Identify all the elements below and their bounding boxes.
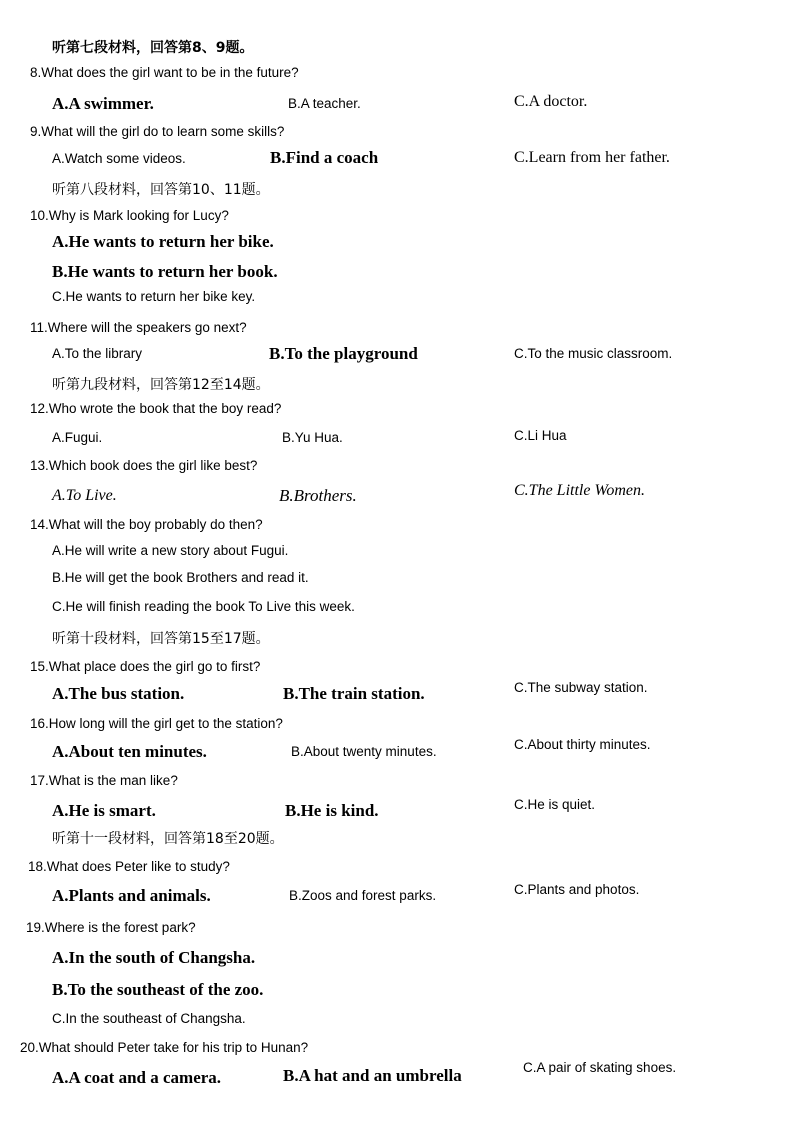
question-15-option-c: C.The subway station.	[514, 680, 648, 695]
question-11: 11.Where will the speakers go next?	[30, 320, 247, 335]
question-11-option-b: B.To the playground	[269, 344, 418, 363]
question-14-option-c: C.He will finish reading the book To Live this week.	[52, 599, 355, 614]
question-12: 12.Who wrote the book that the boy read?	[30, 401, 282, 416]
question-19-option-a: A.In the south of Changsha.	[52, 948, 256, 967]
question-15-option-b: B.The train station.	[283, 684, 425, 703]
question-12-option-a: A.Fugui.	[52, 430, 103, 445]
question-13-option-a: A.To Live.	[52, 487, 117, 504]
question-13-option-c: C.The Little Women.	[514, 482, 645, 499]
question-8-option-b: B.A teacher.	[288, 96, 361, 111]
question-10-option-b: B.He wants to return her book.	[52, 262, 278, 281]
question-16-option-a: A.About ten minutes.	[52, 742, 207, 761]
question-9-option-a: A.Watch some videos.	[52, 151, 186, 166]
question-19-option-b: B.To the southeast of the zoo.	[52, 980, 264, 999]
question-17-option-b: B.He is kind.	[285, 801, 379, 820]
question-19-option-c: C.In the southeast of Changsha.	[52, 1011, 246, 1026]
section-heading-7: 听第七段材料，回答第8、9题。	[52, 40, 254, 56]
question-12-option-c: C.Li Hua	[514, 428, 567, 443]
question-14: 14.What will the boy probably do then?	[30, 517, 263, 532]
question-16-option-b: B.About twenty minutes.	[291, 744, 437, 759]
question-20-option-c: C.A pair of skating shoes.	[523, 1060, 677, 1075]
section-heading-9: 听第九段材料，回答第12至14题。	[52, 377, 270, 393]
question-13: 13.Which book does the girl like best?	[30, 458, 258, 473]
question-19: 19.Where is the forest park?	[26, 920, 196, 935]
question-16-option-c: C.About thirty minutes.	[514, 737, 651, 752]
question-18-option-c: C.Plants and photos.	[514, 882, 640, 897]
question-14-option-b: B.He will get the book Brothers and read it.	[52, 570, 309, 585]
question-10-option-a: A.He wants to return her bike.	[52, 232, 274, 251]
question-20: 20.What should Peter take for his trip to Hunan?	[20, 1040, 309, 1055]
question-8-option-a: A.A swimmer.	[52, 94, 154, 113]
question-18-option-a: A.Plants and animals.	[52, 886, 211, 905]
question-20-option-a: A.A coat and a camera.	[52, 1068, 222, 1087]
question-15-option-a: A.The bus station.	[52, 684, 185, 703]
question-11-option-a: A.To the library	[52, 346, 143, 361]
question-11-option-c: C.To the music classroom.	[514, 346, 673, 361]
question-15: 15.What place does the girl go to first?	[30, 659, 261, 674]
question-10: 10.Why is Mark looking for Lucy?	[30, 208, 229, 223]
question-8-option-c: C.A doctor.	[514, 93, 588, 110]
question-8: 8.What does the girl want to be in the future?	[30, 65, 299, 80]
question-13-option-b: B.Brothers.	[279, 486, 357, 505]
question-10-option-c: C.He wants to return her bike key.	[52, 289, 256, 304]
section-heading-11: 听第十一段材料，回答第18至20题。	[52, 831, 284, 847]
question-9-option-c: C.Learn from her father.	[514, 149, 670, 166]
question-16: 16.How long will the girl get to the station?	[30, 716, 283, 731]
section-heading-8: 听第八段材料，回答第10、11题。	[52, 182, 270, 198]
question-18: 18.What does Peter like to study?	[28, 859, 230, 874]
question-18-option-b: B.Zoos and forest parks.	[289, 888, 437, 903]
question-9-option-b: B.Find a coach	[270, 148, 379, 167]
question-20-option-b: B.A hat and an umbrella	[283, 1066, 462, 1085]
question-14-option-a: A.He will write a new story about Fugui.	[52, 543, 289, 558]
question-9: 9.What will the girl do to learn some skills?	[30, 124, 285, 139]
question-17: 17.What is the man like?	[30, 773, 178, 788]
question-12-option-b: B.Yu Hua.	[282, 430, 343, 445]
question-17-option-c: C.He is quiet.	[514, 797, 596, 812]
section-heading-10: 听第十段材料，回答第15至17题。	[52, 631, 270, 647]
question-17-option-a: A.He is smart.	[52, 801, 156, 820]
